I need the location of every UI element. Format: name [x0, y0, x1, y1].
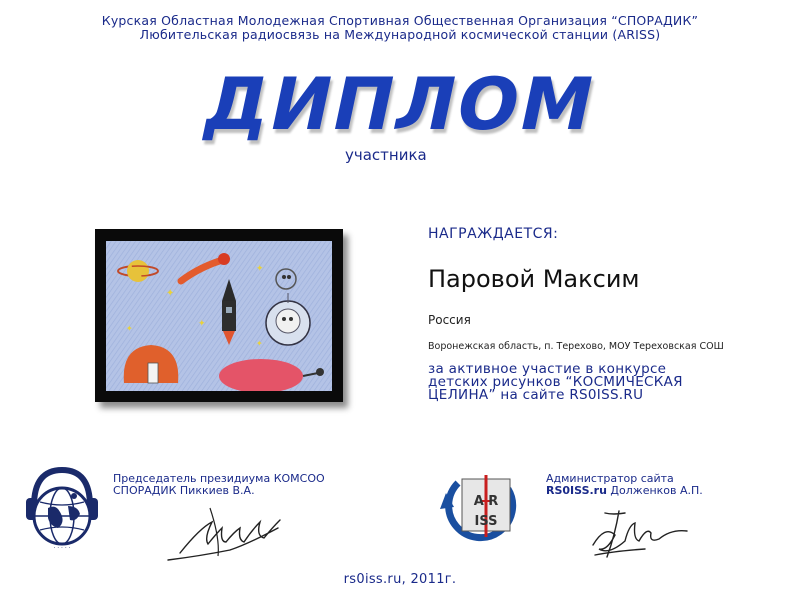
sporadik-globe-emblem-icon [22, 462, 102, 552]
right-signatory-site: RS0ISS.ru [546, 484, 607, 497]
right-signatory-line-1: Администратор сайта [546, 472, 674, 485]
diploma-title: ДИПЛОМ [196, 62, 604, 146]
svg-text:✦: ✦ [256, 264, 264, 274]
organization-header [0, 14, 800, 42]
left-signatory-line-2: СПОРАДИК Пиккиев В.А. [113, 484, 255, 497]
recipient-country: Россия [428, 313, 471, 327]
ariss-logo-icon [438, 465, 520, 545]
right-signatory-line-2 [546, 485, 703, 497]
child-drawing-image [106, 241, 332, 391]
recipient-name: Паровой Максим [428, 265, 640, 293]
right-signatory [546, 473, 703, 497]
organization-line-2: Любительская радиосвязь на Международной космической станции (ARISS) [139, 27, 661, 42]
left-signatory-line-1: Председатель президиума КОМСОО [113, 472, 325, 485]
svg-text:✦: ✦ [126, 324, 133, 333]
award-reason [428, 363, 768, 402]
reason-line-2: детских рисунков “КОСМИЧЕСКАЯ [428, 374, 683, 390]
organization-line-1: Курская Областная Молодежная Спортивная Общественная Организация “СПОРАДИК” [101, 13, 699, 28]
right-signatory-name: Долженков А.П. [606, 484, 703, 497]
footer-site-year: rs0iss.ru, 2011г. [343, 572, 457, 587]
right-signature-icon [585, 505, 695, 565]
svg-text:✦: ✦ [166, 288, 175, 299]
left-signature-icon [160, 498, 300, 568]
svg-text:· · · · ·: · · · · · [53, 545, 71, 552]
ariss-logo-top-text: A R [473, 494, 499, 509]
diploma-subtitle: участника [345, 146, 427, 164]
recipient-address: Воронежская область, п. Терехово, МОУ Тереховская СОШ [428, 341, 724, 352]
svg-text:✦: ✦ [198, 319, 206, 329]
left-signatory [113, 473, 325, 497]
space-drawing-illustration [106, 241, 332, 391]
awarded-label: НАГРАЖДАЕТСЯ: [428, 226, 559, 242]
reason-line-1: за активное участие в конкурсе [428, 361, 667, 377]
ariss-logo-bottom-text: ISS [474, 514, 498, 529]
reason-line-3: ЦЕЛИНА” на сайте RS0ISS.RU [428, 387, 644, 403]
drawing-frame [95, 229, 343, 402]
svg-text:✦: ✦ [256, 339, 263, 348]
